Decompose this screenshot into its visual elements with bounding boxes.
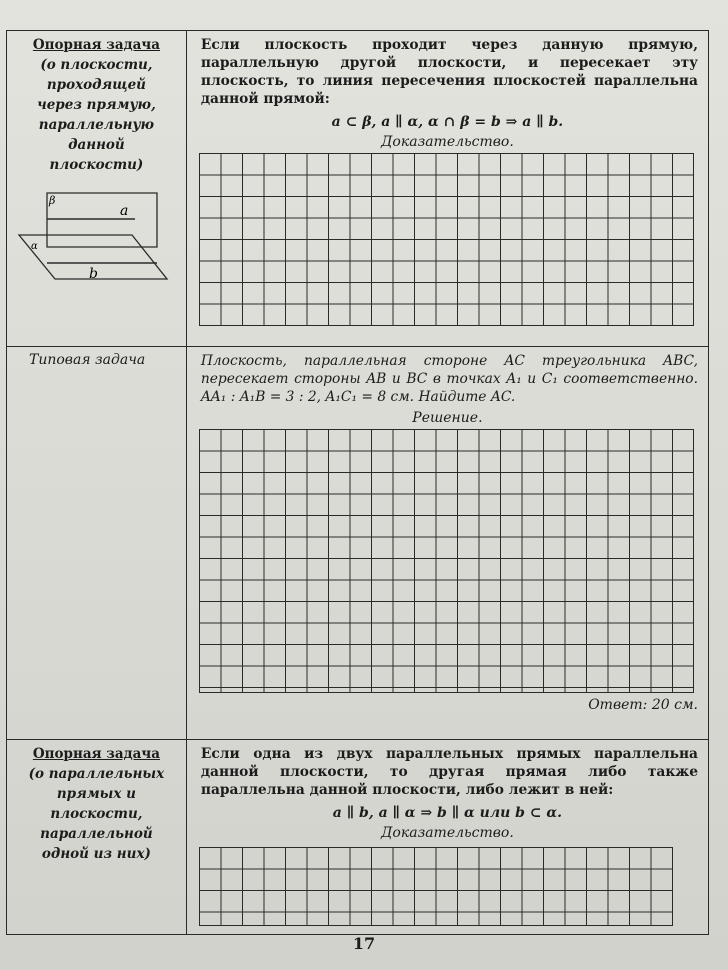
right-cell-reference-task-1 [186,31,708,347]
left-cell-reference-task-1 [7,31,187,347]
left-line: прямых и [56,786,136,802]
solution-caption: Решение. [412,410,483,426]
left-heading [7,31,186,175]
writing-grid[interactable] [199,847,673,926]
formula: a ⊂ β, a ∥ α, α ∩ β = b ⇒ a ∥ b. [331,114,564,130]
left-line: плоскости) [49,157,144,173]
left-line: параллельной [40,826,153,842]
table-row [7,740,709,935]
writing-grid[interactable] [199,153,694,326]
statement-text: Если плоскость проходит через данную прямую, параллельную другой плоскости, и пересекает эту плоскость, то линия пересечения плоскостей параллельна данной прямой: [200,37,698,107]
left-line: одной из них) [41,846,151,862]
content-table [6,30,709,935]
label-alpha: α [31,241,38,252]
table-row [7,31,709,347]
left-title: Опорная задача [32,37,160,53]
statement-text: Если одна из двух параллельных прямых параллельна данной плоскости, то другая прямая либо также параллельна данной плоскости, либо лежит в ней: [200,746,698,798]
left-line: плоскости, [50,806,143,822]
page-number: 17 [352,934,376,953]
left-line: данной [68,137,125,153]
left-line: через прямую, [37,97,156,113]
left-title: Типовая задача [29,352,146,368]
writing-grid[interactable] [199,429,694,693]
left-line: проходящей [46,77,146,93]
label-beta: β [49,194,56,207]
right-cell-reference-task-2 [186,740,708,935]
table-row [7,347,709,740]
left-line: параллельную [38,117,155,133]
label-b: b [89,266,98,281]
planes-diagram [17,189,177,281]
left-heading [7,740,186,864]
proof-caption: Доказательство. [381,134,514,150]
right-cell-typical-task [186,347,708,740]
label-a: a [120,203,129,219]
plane-beta [47,193,157,247]
left-title: Опорная задача [32,746,160,762]
answer-text: Ответ: 20 см. [588,697,698,713]
left-line: (о параллельных [28,766,165,782]
left-line: (о плоскости, [40,57,153,73]
left-cell-typical-task [7,347,187,740]
proof-caption: Доказательство. [381,825,514,841]
problem-text: Плоскость, параллельная стороне AC треугольника ABC, пересекает стороны AB и BC в точках A₁ и C₁ соответственно. AA₁ : A₁B = 3 : 2, A₁C₁ = 8 см. Найдите AC. [200,353,698,405]
formula: a ∥ b, a ∥ α ⇒ b ∥ α или b ⊂ α. [332,805,563,821]
left-cell-reference-task-2 [7,740,187,935]
